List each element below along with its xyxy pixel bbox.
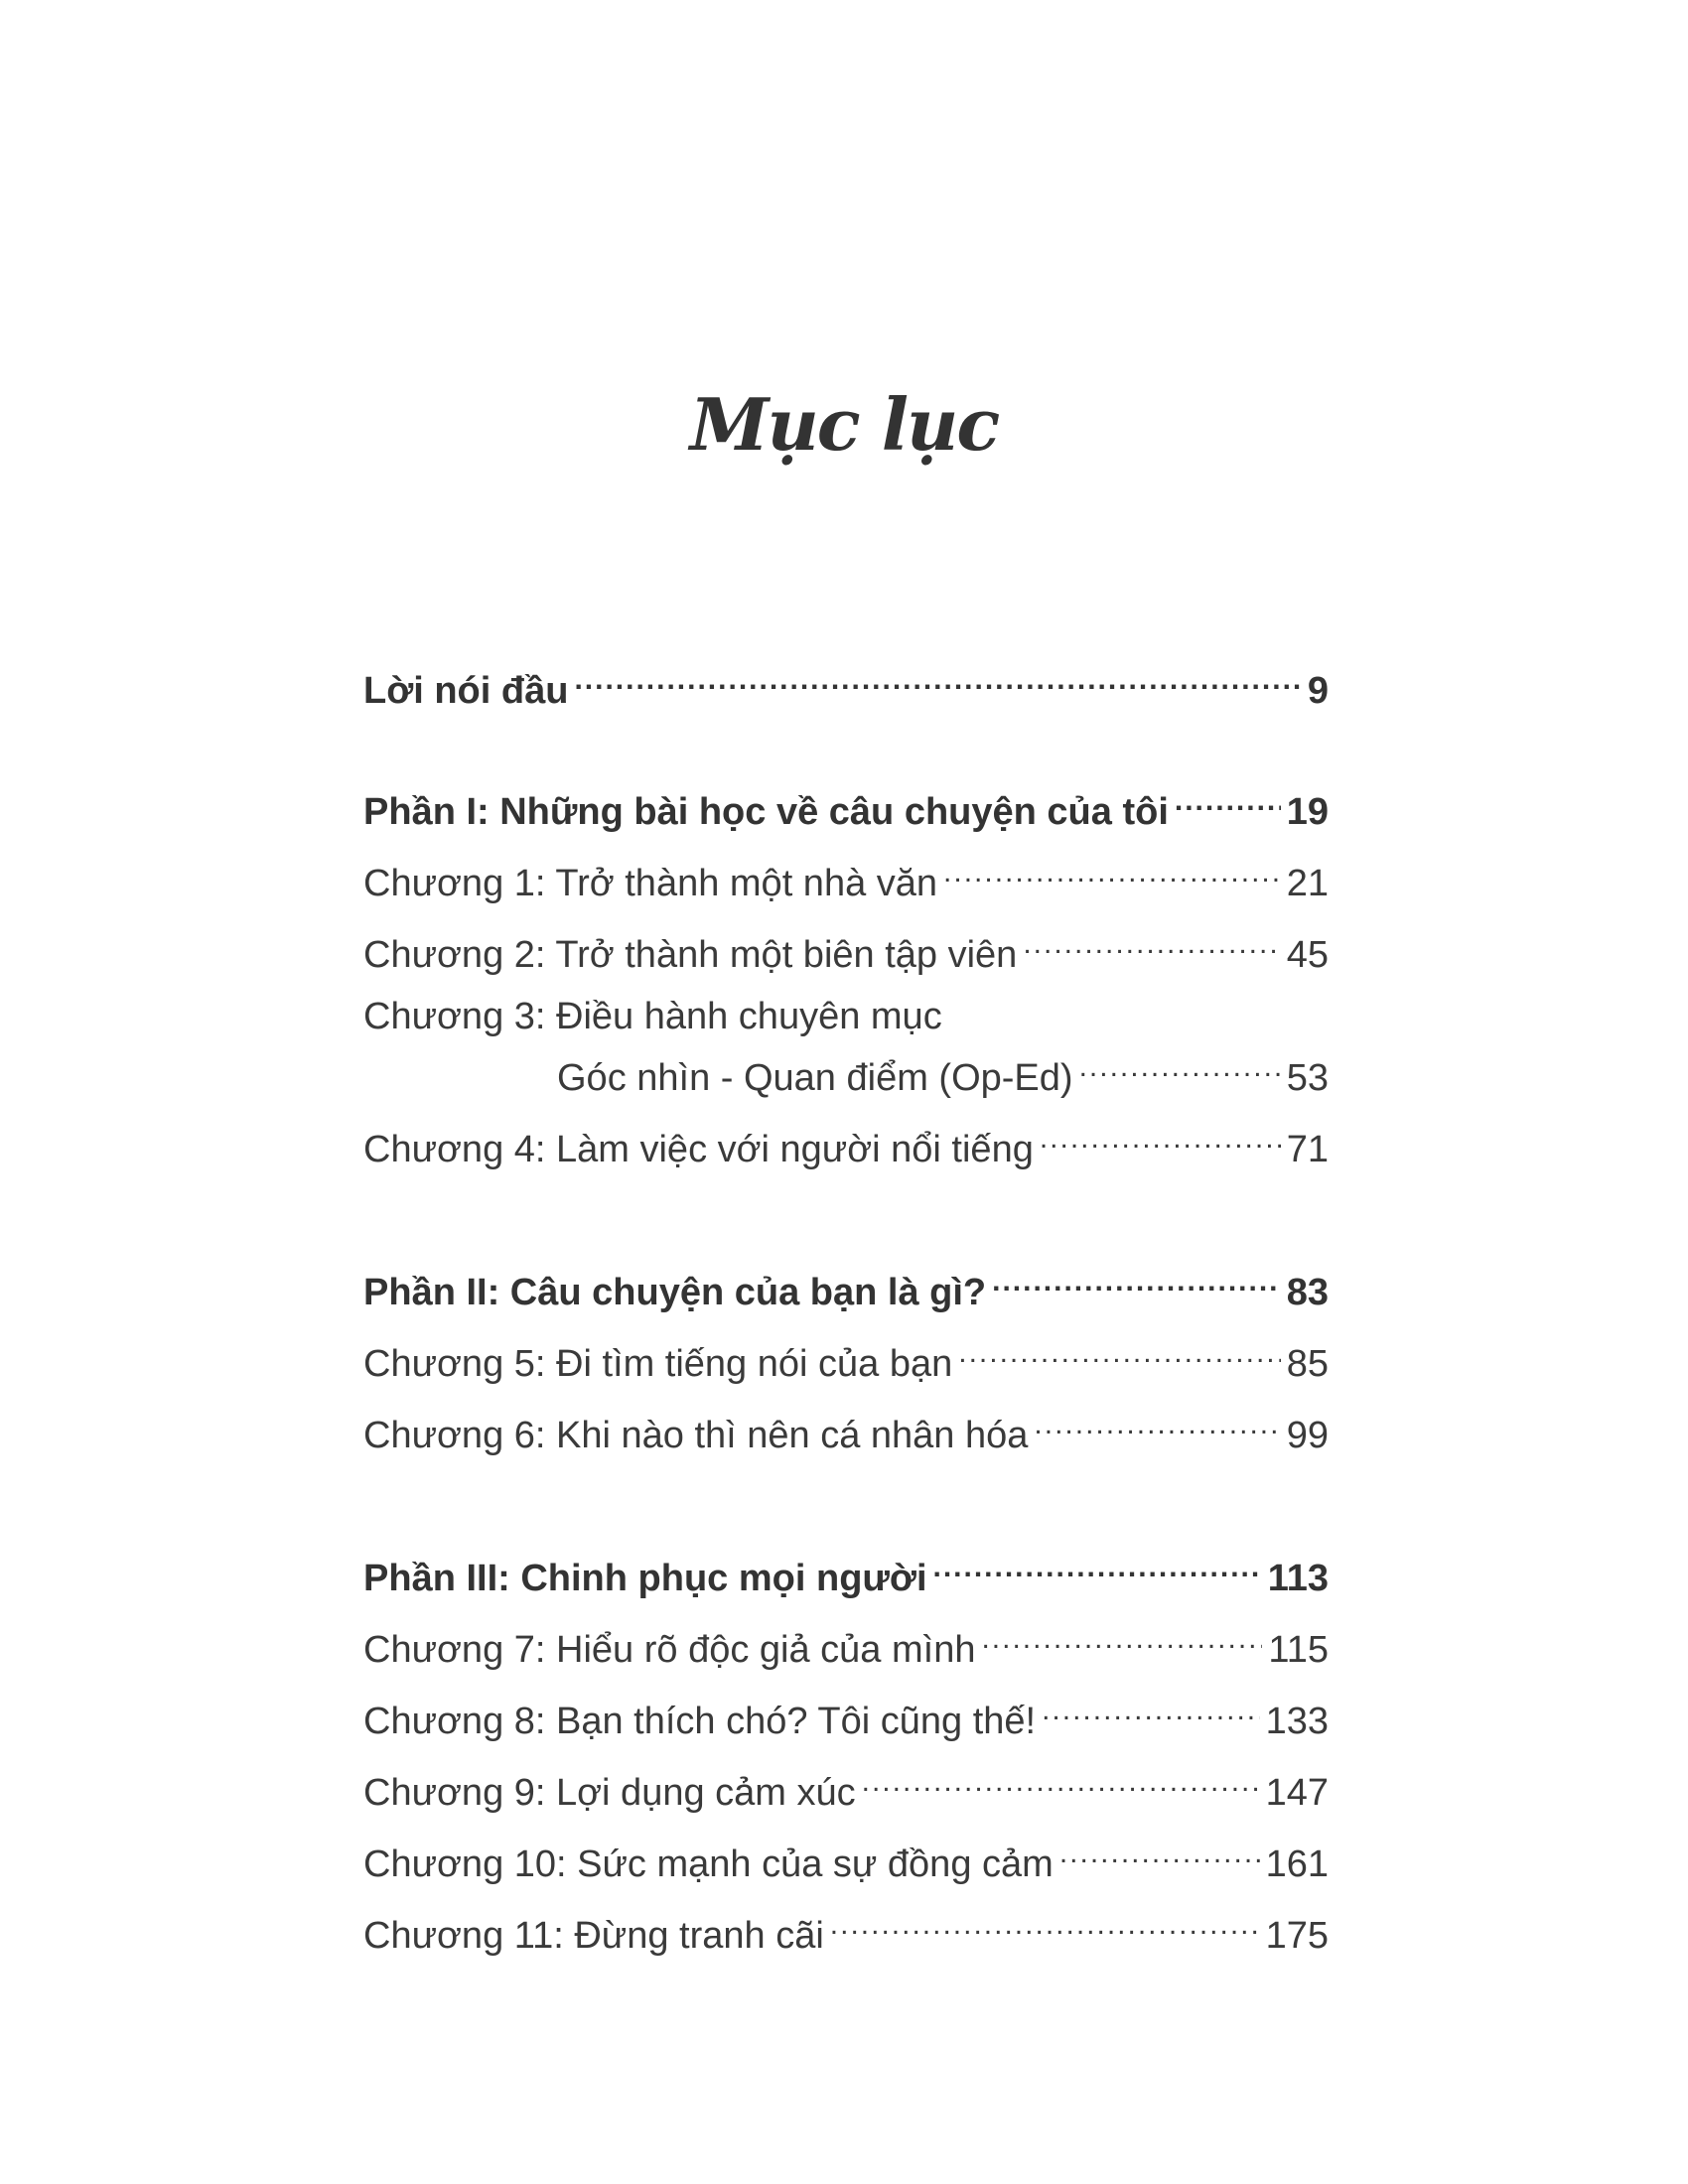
- dot-leader: [1023, 923, 1280, 967]
- toc-chapter-label: Chương 9: Lợi dụng cảm xúc: [363, 1772, 856, 1814]
- dot-leader: [992, 1261, 1281, 1304]
- toc-chapter-label: Chương 1: Trở thành một nhà văn: [363, 863, 938, 904]
- toc-entry-label: Lời nói đầu: [363, 670, 569, 712]
- toc-page-number: 85: [1286, 1343, 1329, 1385]
- toc-chapter-label: Góc nhìn - Quan điểm (Op-Ed): [557, 1057, 1073, 1099]
- toc-chapter-9[interactable]: [363, 1761, 1329, 1815]
- toc-chapter-label: Chương 11: Đừng tranh cãi: [363, 1915, 824, 1957]
- toc-chapter-label: Chương 8: Bạn thích chó? Tôi cũng thế!: [363, 1701, 1037, 1742]
- toc-chapter-label: Chương 6: Khi nào thì nên cá nhân hóa: [363, 1415, 1029, 1456]
- toc-chapter-label: Chương 10: Sức mạnh của sự đồng cảm: [363, 1843, 1054, 1885]
- toc-chapter-3[interactable]: [557, 1046, 1329, 1100]
- toc-chapter-11[interactable]: [363, 1904, 1329, 1958]
- toc-chapter-label: Chương 4: Làm việc với người nổi tiếng: [363, 1129, 1034, 1170]
- toc-chapter-2[interactable]: [363, 923, 1329, 977]
- toc-part-label: Phần II: Câu chuyện của bạn là gì?: [363, 1272, 987, 1313]
- toc-chapter-4[interactable]: [363, 1118, 1329, 1171]
- toc-page-number: 161: [1265, 1843, 1329, 1885]
- toc-entry-foreword[interactable]: [363, 659, 1329, 713]
- toc-page-number: 133: [1265, 1701, 1329, 1742]
- toc-chapter-label: Chương 2: Trở thành một biên tập viên: [363, 934, 1018, 976]
- dot-leader: [1040, 1118, 1281, 1161]
- dot-leader: [830, 1904, 1260, 1948]
- dot-leader: [958, 1332, 1280, 1376]
- toc-chapter-label: Chương 7: Hiểu rõ độc giả của mình: [363, 1629, 976, 1671]
- toc-chapter-7[interactable]: [363, 1618, 1329, 1672]
- toc-page-number: 99: [1286, 1415, 1329, 1456]
- toc-part-1[interactable]: [363, 780, 1329, 834]
- toc-page-number: 83: [1286, 1272, 1329, 1313]
- dot-leader: [1042, 1690, 1260, 1733]
- dot-leader: [574, 659, 1301, 703]
- toc-page-number: 175: [1265, 1915, 1329, 1957]
- toc-chapter-6[interactable]: [363, 1404, 1329, 1457]
- toc-chapter-5[interactable]: [363, 1332, 1329, 1386]
- dot-leader: [933, 1547, 1262, 1590]
- toc-chapter-8[interactable]: [363, 1690, 1329, 1743]
- toc-page-number: 19: [1286, 791, 1329, 833]
- toc-part-3[interactable]: [363, 1547, 1329, 1600]
- toc-page-number: 53: [1286, 1057, 1329, 1099]
- toc-part-label: Phần III: Chinh phục mọi người: [363, 1558, 927, 1599]
- dot-leader: [1059, 1833, 1260, 1876]
- toc-page-number: 115: [1268, 1629, 1329, 1671]
- toc-page-number: 21: [1286, 863, 1329, 904]
- toc-chapter-10[interactable]: [363, 1833, 1329, 1886]
- toc-chapter-1[interactable]: [363, 852, 1329, 905]
- dot-leader: [943, 852, 1281, 895]
- page-title: Mục lục: [689, 382, 999, 467]
- toc-part-2[interactable]: [363, 1261, 1329, 1314]
- dot-leader: [1079, 1046, 1281, 1090]
- toc-chapter-label: Chương 5: Đi tìm tiếng nói của bạn: [363, 1343, 953, 1385]
- toc-page-number: 45: [1286, 934, 1329, 976]
- dot-leader: [1034, 1404, 1280, 1447]
- toc-part-label: Phần I: Những bài học về câu chuyện của tôi: [363, 791, 1169, 833]
- toc-page-number: 113: [1267, 1558, 1329, 1599]
- dot-leader: [1175, 780, 1281, 824]
- toc-page-number: 9: [1307, 670, 1329, 712]
- toc-page-number: 71: [1286, 1129, 1329, 1170]
- toc-page-number: 147: [1265, 1772, 1329, 1814]
- dot-leader: [862, 1761, 1260, 1805]
- dot-leader: [981, 1618, 1262, 1662]
- toc-chapter-3-line1[interactable]: Chương 3: Điều hành chuyên mục: [363, 996, 942, 1037]
